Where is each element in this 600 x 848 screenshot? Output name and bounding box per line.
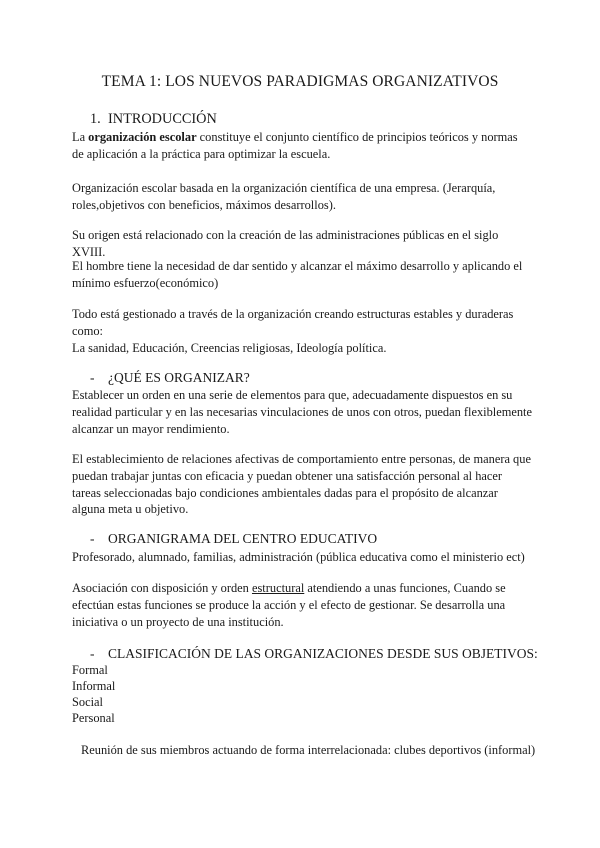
p1-bold-term: organización escolar xyxy=(88,130,197,144)
section-que-es-organizar xyxy=(90,370,250,387)
section-heading-text: CLASIFICACIÓN DE LAS ORGANIZACIONES DESDE SUS OBJETIVOS: xyxy=(108,646,538,661)
paragraph-necesidad: El hombre tiene la necesidad de dar sentido y alcanzar el máximo desarrollo y aplicando el mínimo esfuerzo(económico) xyxy=(72,259,523,290)
paragraph-estructuras: Todo está gestionado a través de la organización creando estructuras estables y duraderas como: xyxy=(72,307,514,338)
intro-heading-number: 1. xyxy=(90,111,101,127)
list-item-personal: Personal xyxy=(72,711,115,725)
p1-pre: La xyxy=(72,130,89,144)
paragraph-asociacion xyxy=(72,580,532,630)
paragraph-ejemplos: La sanidad, Educación, Creencias religiosas, Ideología política. xyxy=(72,341,387,355)
intro-heading xyxy=(90,111,217,128)
section-clasificacion xyxy=(90,646,538,663)
paragraph-relaciones: El establecimiento de relaciones afectivas de comportamiento entre personas, de manera que puedan trabajar juntas con eficacia y puedan obtener una satisfacción personal al hacer tareas seleccionadas bajo condiciones ambientales dadas para el propósito de alcanzar alguna meta u objetivo. xyxy=(72,452,531,517)
section-dash: - xyxy=(90,646,95,661)
section-dash: - xyxy=(90,531,95,546)
section-heading-text: ORGANIGRAMA DEL CENTRO EDUCATIVO xyxy=(108,531,378,546)
paragraph-origen: Su origen está relacionado con la creación de las administraciones públicas en el siglo XVIII. xyxy=(72,228,499,259)
section-organigrama xyxy=(90,531,377,548)
paragraph-miembros: Profesorado, alumnado, familias, administración (pública educativa como el ministerio ect) xyxy=(72,550,525,564)
p9-underlined-word: estructural xyxy=(251,581,305,595)
intro-heading-text: INTRODUCCIÓN xyxy=(108,111,217,127)
page-title: TEMA 1: LOS NUEVOS PARADIGMAS ORGANIZATIVOS xyxy=(101,73,499,90)
list-item-social: Social xyxy=(72,695,103,709)
paragraph-reunion: Reunión de sus miembros actuando de forma interrelacionada: clubes deportivos (informal) xyxy=(81,743,536,757)
list-item-formal: Formal xyxy=(72,663,108,677)
paragraph-organizacion-escolar xyxy=(72,129,532,163)
p9-post: atendiendo a unas funciones, Cuando se efectúan estas funciones se produce la acción y el efecto de gestionar. Se desarrolla una iniciativa o un proyecto de una institución. xyxy=(72,581,506,629)
p9-pre: Asociación con disposición y orden xyxy=(72,581,252,595)
paragraph-empresa: Organización escolar basada en la organización científica de una empresa. (Jerarquía, roles,objetivos con beneficios, máximos desarrollos). xyxy=(72,181,496,212)
section-heading-text: ¿QUÉ ES ORGANIZAR? xyxy=(108,370,250,385)
section-dash: - xyxy=(90,370,95,385)
p1-post: constituye el conjunto científico de principios teóricos y normas de aplicación a la práctica para optimizar la escuela. xyxy=(72,130,518,161)
paragraph-definicion-organizar: Establecer un orden en una serie de elementos para que, adecuadamente dispuestos en su realidad particular y en las necesarias vinculaciones de unos con otros, puedan flexiblemente alcanzar un mayor rendimiento. xyxy=(72,388,532,436)
list-item-informal: Informal xyxy=(72,679,116,693)
